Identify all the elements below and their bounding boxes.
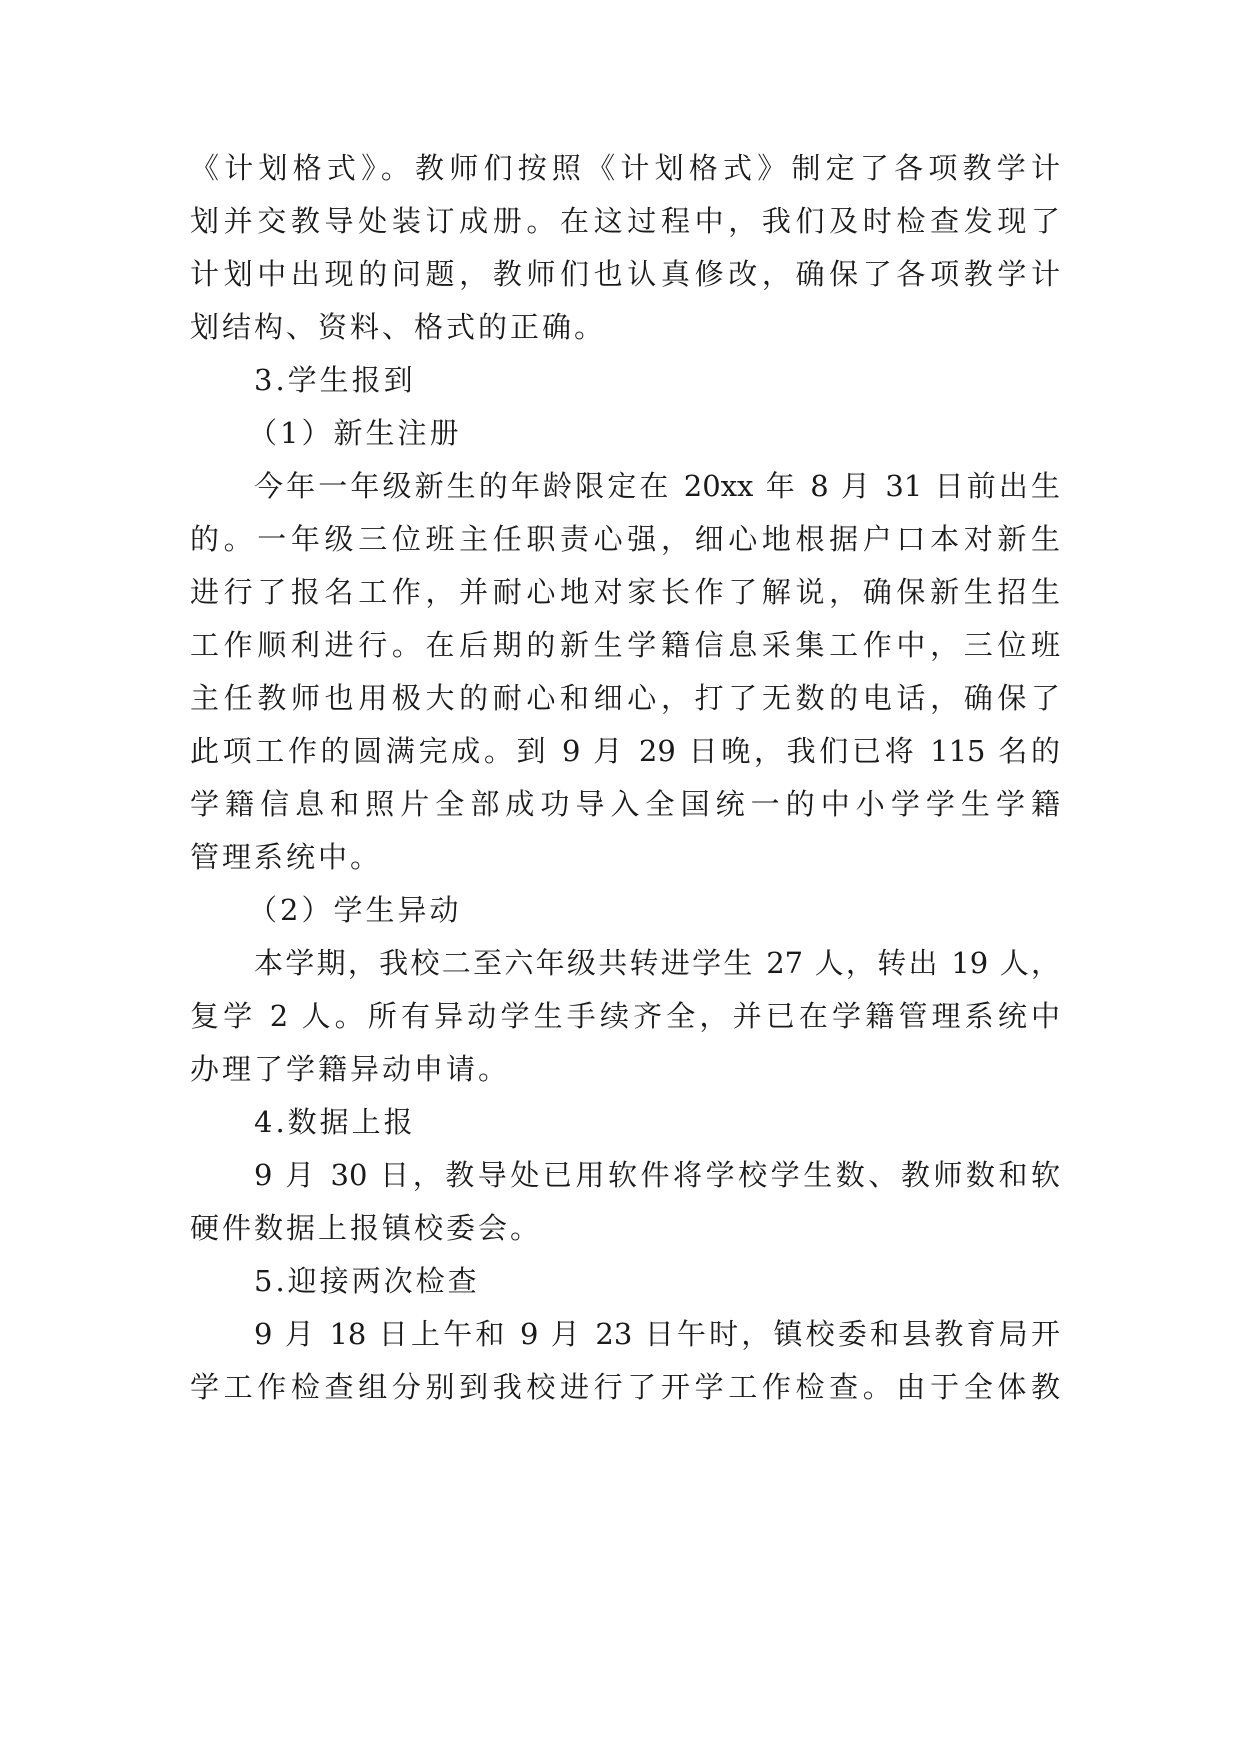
subsection-heading: （1）新生注册 (248, 416, 462, 450)
text-line: 划结构、资料、格式的正确。 (190, 310, 607, 344)
text-line: 复学 2 人。所有异动学生手续齐全，并已在学籍管理系统中 (190, 999, 1060, 1033)
text-line: 主任教师也用极大的耐心和细心，打了无数的电话，确保了 (190, 681, 1060, 715)
text-line: 学籍信息和照片全部成功导入全国统一的中小学学生学籍 (190, 787, 1060, 821)
text-line: 本学期，我校二至六年级共转进学生 27 人，转出 19 人， (254, 946, 1060, 980)
text-line: 管理系统中。 (190, 840, 383, 874)
text-line: 的。一年级三位班主任职责心强，细心地根据户口本对新生 (190, 522, 1060, 556)
text-line: 9 月 30 日，教导处已用软件将学校学生数、教师数和软 (254, 1158, 1060, 1192)
text-line: 《计划格式》。教师们按照《计划格式》制定了各项教学计 (190, 151, 1060, 185)
text-line: 今年一年级新生的年龄限定在 20xx 年 8 月 31 日前出生 (254, 469, 1060, 503)
text-line: 进行了报名工作，并耐心地对家长作了解说，确保新生招生 (190, 575, 1060, 609)
section-heading: 5.迎接两次检查 (254, 1264, 480, 1298)
section-heading: 4.数据上报 (254, 1105, 416, 1139)
text-line: 计划中出现的问题，教师们也认真修改，确保了各项教学计 (190, 257, 1060, 291)
subsection-heading: （2）学生异动 (248, 893, 462, 927)
text-line: 划并交教导处装订成册。在这过程中，我们及时检查发现了 (190, 204, 1060, 238)
text-line: 工作顺利进行。在后期的新生学籍信息采集工作中，三位班 (190, 628, 1060, 662)
text-line: 办理了学籍异动申请。 (190, 1052, 511, 1086)
text-line: 此项工作的圆满完成。到 9 月 29 日晚，我们已将 115 名的 (190, 734, 1060, 768)
text-line: 9 月 18 日上午和 9 月 23 日午时，镇校委和县教育局开 (254, 1317, 1060, 1351)
section-heading: 3.学生报到 (254, 363, 416, 397)
text-line: 学工作检查组分别到我校进行了开学工作检查。由于全体教 (190, 1370, 1060, 1404)
text-line: 硬件数据上报镇校委会。 (190, 1211, 543, 1245)
